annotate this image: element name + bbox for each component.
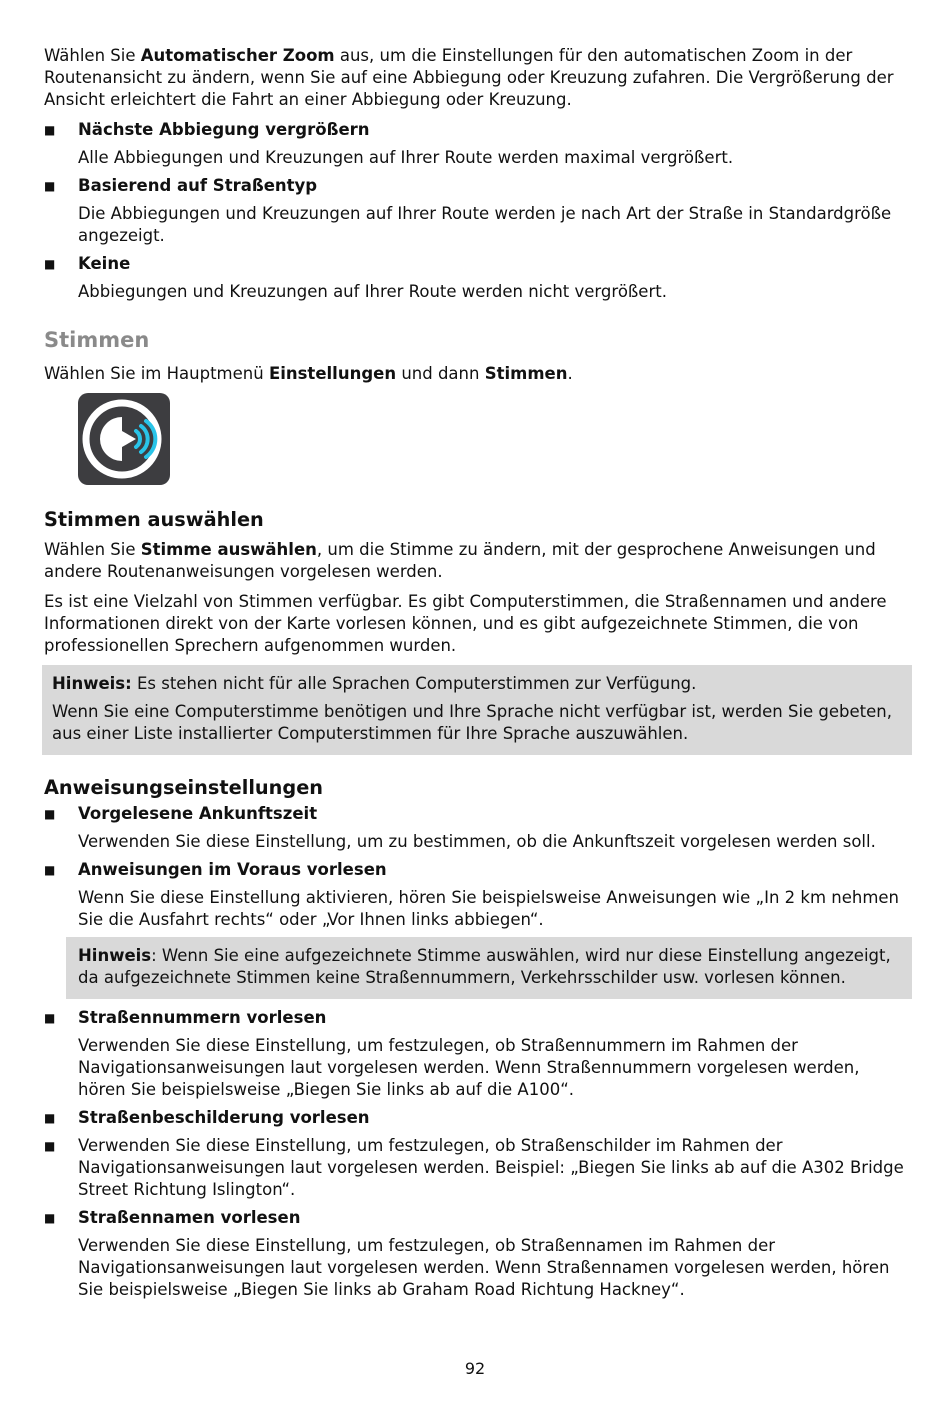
bullet-icon: ■ [44,863,56,877]
text: und dann [396,364,485,383]
bullet-icon: ■ [44,1111,56,1125]
item-title: Straßenbeschilderung vorlesen [78,1108,370,1127]
section-heading-stimmen: Stimmen [44,328,150,352]
text: Wählen Sie [44,46,141,65]
bold-term: Stimmen [484,364,568,383]
item-description: Wenn Sie diese Einstellung aktivieren, hören Sie beispielsweise Anweisungen wie „In 2 km nehmen Sie die Ausfahrt rechts“ oder „Vor Ihnen links abbiegen“. [78,888,900,929]
bold-term: Einstellungen [268,364,397,383]
bullet-icon: ■ [44,1011,56,1025]
text: Es stehen nicht für alle Sprachen Computerstimmen zur Verfügung. [131,674,697,693]
bold-term: Automatischer Zoom [140,46,335,65]
item-description: Verwenden Sie diese Einstellung, um festzulegen, ob Straßennamen im Rahmen der Navigationsanweisungen laut vorgelesen werden. Wenn Straßennamen vorgelesen werden, hören Sie beispielsweise „Biegen Sie links ab Graham Road Richtung Hackney“. [78,1236,890,1299]
note-line [52,673,902,695]
note-label: Hinweis: [52,674,132,693]
list-item [44,119,910,141]
document-page [44,45,910,1307]
note-line: Wenn Sie eine Computerstimme benötigen und Ihre Sprache nicht verfügbar ist, werden Sie gebeten, aus einer Liste installierter Computerstimmen für Ihre Sprache auszuwählen. [52,702,892,743]
item-description: Abbiegungen und Kreuzungen auf Ihrer Route werden nicht vergrößert. [78,282,667,301]
subheading-stimmen-auswaehlen: Stimmen auswählen [44,508,264,531]
bullet-icon: ■ [44,123,56,137]
intro-paragraph [44,45,910,111]
list-item [44,859,910,881]
item-title: Anweisungen im Voraus vorlesen [78,860,387,879]
item-description: Verwenden Sie diese Einstellung, um zu bestimmen, ob die Ankunftszeit vorgelesen werden soll. [78,832,876,851]
item-title: Nächste Abbiegung vergrößern [78,120,370,139]
item-description: Alle Abbiegungen und Kreuzungen auf Ihrer Route werden maximal vergrößert. [78,148,734,167]
item-title: Basierend auf Straßentyp [78,176,318,195]
list-item [44,175,910,197]
note-label: Hinweis [78,946,152,965]
subheading-anweisungseinstellungen: Anweisungseinstellungen [44,776,324,799]
text: . [567,364,573,383]
voice-icon [78,393,170,485]
text: Wählen Sie im Hauptmenü [44,364,269,383]
zoom-options-list [44,119,910,303]
list-item [44,1207,910,1229]
voice-variety-paragraph: Es ist eine Vielzahl von Stimmen verfügbar. Es gibt Computerstimmen, die Straßennamen und andere Informationen direkt von der Karte vorlesen können, und es gibt aufgezeichnete Stimmen, die von professionellen Sprechern aufgenommen wurden. [44,592,887,655]
item-description: Verwenden Sie diese Einstellung, um festzulegen, ob Straßenschilder im Rahmen der Navigationsanweisungen laut vorgelesen werden. Beispiel: „Biegen Sie links ab auf die A302 Bridge Street Richtung Islington“. [78,1136,904,1199]
item-description: Die Abbiegungen und Kreuzungen auf Ihrer Route werden je nach Art der Straße in Standardgröße angezeigt. [78,204,892,245]
bullet-icon: ■ [44,179,56,193]
list-item [44,253,910,275]
text: Wählen Sie [44,540,141,559]
item-title: Vorgelesene Ankunftszeit [78,804,318,823]
bullet-icon: ■ [44,1211,56,1225]
note-box [66,937,912,999]
bullet-icon: ■ [44,1139,56,1153]
note-line [78,945,902,989]
text: : Wenn Sie eine aufgezeichnete Stimme auswählen, wird nur diese Einstellung angezeigt, da aufgezeichnete Stimmen keine Straßennummern, Verkehrsschilder usw. vorlesen können. [78,946,891,987]
bullet-icon: ■ [44,257,56,271]
text: , um die Stimme zu ändern, mit der gesprochene Anweisungen und andere Routenanweisungen vorgelesen werden. [44,540,876,581]
page-number: 92 [464,1359,486,1378]
bold-term: Stimme auswählen [140,540,317,559]
menu-path-paragraph [44,363,910,385]
select-voice-paragraph [44,539,910,583]
list-item [44,1135,910,1201]
item-title: Straßennamen vorlesen [78,1208,301,1227]
item-title: Keine [78,254,131,273]
item-title: Straßennummern vorlesen [78,1008,327,1027]
text: aus, um die Einstellungen für den automatischen Zoom in der Routenansicht zu ändern, wenn Sie auf eine Abbiegung oder Kreuzung zufahren. Die Vergrößerung der Ansicht erleichtert die Fahrt an einer Abbiegung oder Kreuzung. [44,46,894,109]
bullet-icon: ■ [44,807,56,821]
list-item [44,803,910,825]
list-item [44,1007,910,1029]
note-box [42,665,912,755]
item-description: Verwenden Sie diese Einstellung, um festzulegen, ob Straßennummern im Rahmen der Navigationsanweisungen laut vorgelesen werden. Wenn Straßennummern vorgelesen werden, hören Sie beispielsweise „Biegen Sie links ab auf die A100“. [78,1036,860,1099]
list-item [44,1107,910,1129]
